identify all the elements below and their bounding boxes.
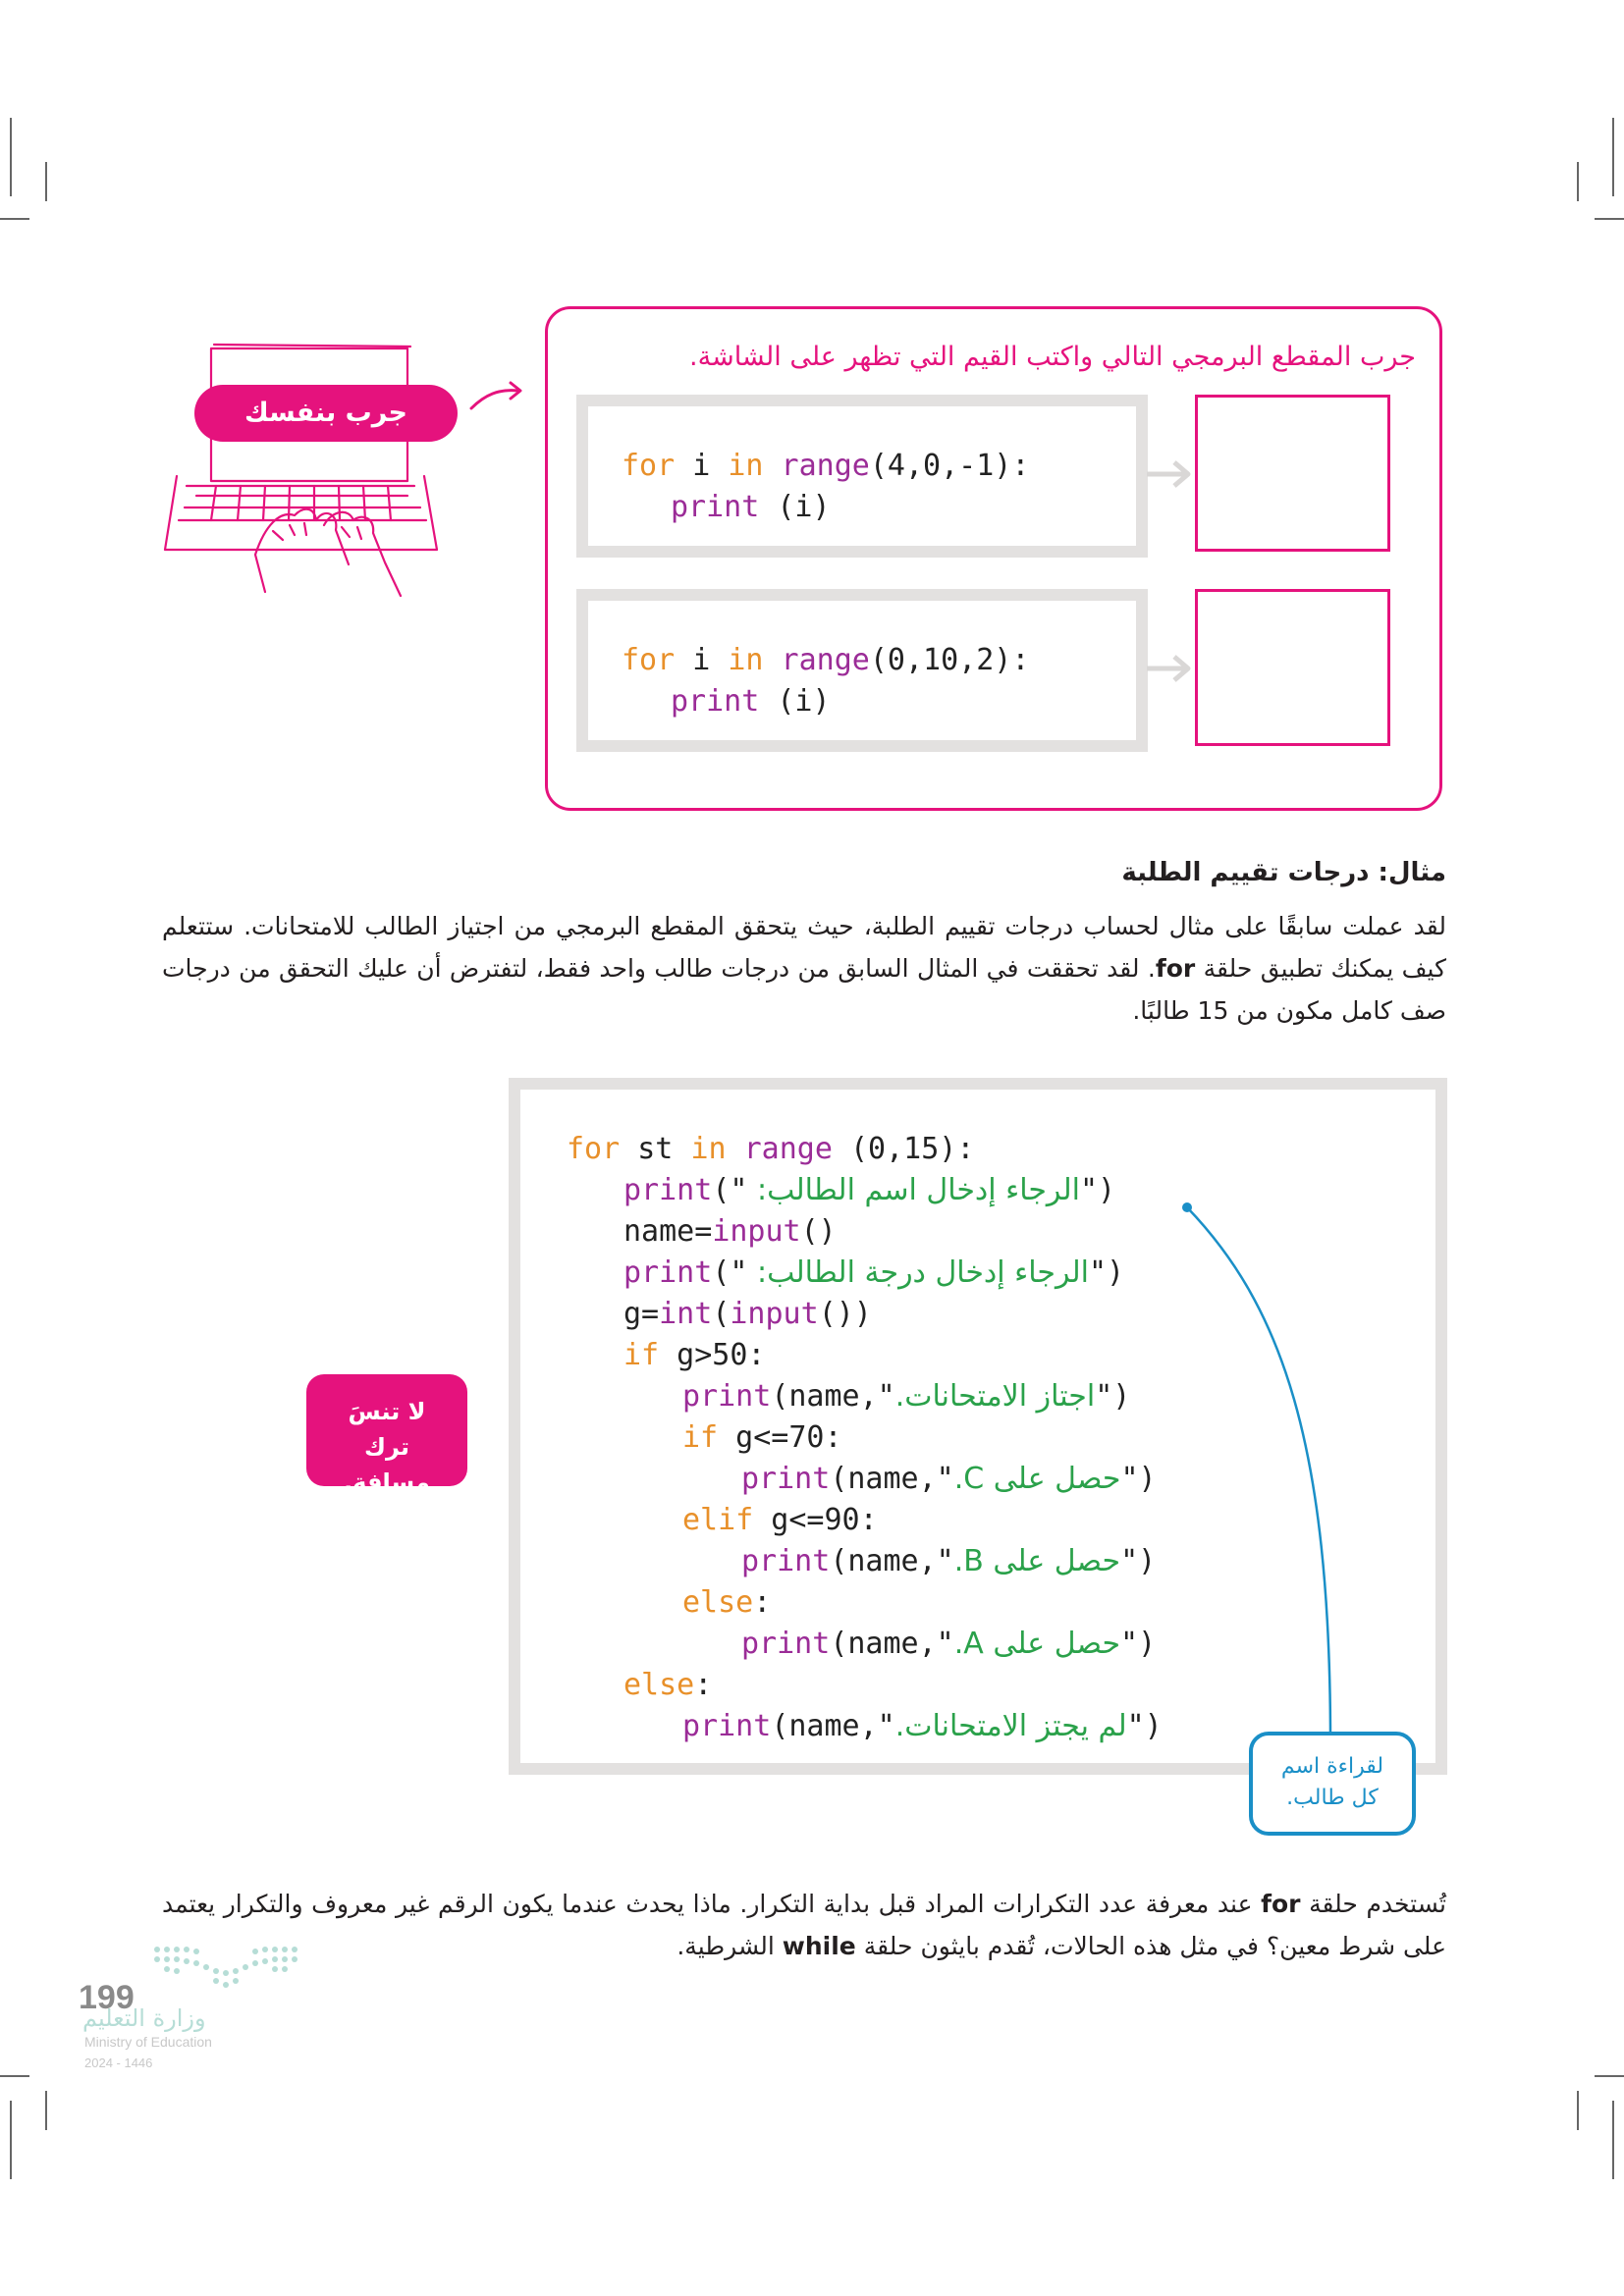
closing-text: عند معرفة عدد التكرارات المراد قبل بداية التكرار. ماذا يحدث عندما يكون الرقم غير معروف والتكرار يعتمد على شرط معين؟ في مثل هذه الحالات، تُقدم بايثون حلقة <box>162 1890 1446 1960</box>
code-arabic-string: حصل على C. <box>953 1462 1121 1496</box>
closing-text: تُستخدم حلقة <box>1300 1890 1446 1918</box>
crop-mark <box>1577 2091 1579 2130</box>
code-function: print <box>671 490 760 524</box>
code-text: ") <box>1126 1709 1163 1743</box>
crop-mark <box>10 118 12 196</box>
code-text: (name," <box>830 1544 954 1578</box>
code-text: ") <box>1120 1462 1157 1496</box>
code-text: ") <box>1120 1627 1157 1661</box>
closing-text: الشرطية. <box>677 1932 783 1960</box>
code-text: ()) <box>818 1297 872 1331</box>
code-text: st <box>620 1132 691 1166</box>
code-text: (i) <box>759 684 831 719</box>
code-function: print <box>682 1379 772 1414</box>
ministry-name-en: Ministry of Education <box>84 2034 212 2050</box>
code-text: () <box>800 1214 837 1249</box>
code-keyword: elif <box>682 1503 754 1537</box>
code-text: ") <box>1095 1379 1131 1414</box>
code-text: (i) <box>759 490 831 524</box>
try-yourself-instruction: جرب المقطع البرمجي التالي واكتب القيم التي تظهر على الشاشة. <box>689 342 1416 372</box>
code-text: i <box>675 643 729 677</box>
code-keyword: if <box>623 1338 660 1372</box>
code-keyword: for <box>567 1132 621 1166</box>
code-function: print <box>741 1462 831 1496</box>
laptop-typing-icon <box>157 339 452 604</box>
code-function: print <box>741 1544 831 1578</box>
code-text: (0,10,2): <box>869 643 1030 677</box>
example-heading: مثال: درجات تقييم الطلبة <box>1121 858 1446 887</box>
code-keyword: for <box>622 643 676 677</box>
code-snippet-2 <box>576 589 1148 752</box>
crop-mark <box>10 2101 12 2179</box>
crop-mark <box>45 162 47 201</box>
code-text: g>50: <box>659 1338 766 1372</box>
crop-mark <box>45 2091 47 2130</box>
crop-mark <box>0 2075 29 2077</box>
closing-text-for: for <box>1261 1890 1301 1918</box>
read-name-callout <box>1249 1732 1416 1836</box>
crop-mark <box>1595 218 1624 220</box>
code-text: i <box>675 449 729 483</box>
code-snippet-1 <box>576 395 1148 558</box>
code-function: print <box>741 1627 831 1661</box>
code-text: g<=70: <box>718 1420 842 1455</box>
crop-mark <box>1612 2101 1614 2179</box>
code-function: print <box>671 684 760 719</box>
example-paragraph <box>162 905 1446 1032</box>
code-keyword: for <box>622 449 676 483</box>
code-function: print <box>682 1709 772 1743</box>
closing-text-while: while <box>782 1932 856 1960</box>
code-text: ( <box>712 1297 731 1331</box>
page-number: 199 <box>79 1979 135 2016</box>
code-keyword: in <box>728 449 764 483</box>
code-function: range <box>763 643 870 677</box>
code-function: print <box>623 1173 713 1207</box>
crop-mark <box>1577 162 1579 201</box>
callout-connector-line <box>1173 1198 1350 1747</box>
ministry-logo-icon <box>147 1942 304 1999</box>
code-text: (name," <box>771 1709 895 1743</box>
indent-note-callout <box>306 1374 467 1496</box>
code-function: print <box>623 1255 713 1290</box>
code-text: g= <box>623 1297 660 1331</box>
try-yourself-badge: جرب بنفسك <box>194 385 458 442</box>
code-function: range <box>726 1132 833 1166</box>
answer-box-1[interactable] <box>1195 395 1390 552</box>
code-text: (" <box>712 1173 748 1207</box>
code-arabic-string: الرجاء إدخال اسم الطالب: <box>747 1173 1080 1207</box>
code-text: (name," <box>830 1462 954 1496</box>
code-text: ") <box>1120 1544 1157 1578</box>
code-text: (name," <box>771 1379 895 1414</box>
crop-mark <box>0 218 29 220</box>
code-function: int <box>659 1297 713 1331</box>
arrow-right-icon <box>467 375 526 414</box>
code-keyword: else <box>623 1668 695 1702</box>
crop-mark <box>1612 118 1614 196</box>
code-text: g<=90: <box>753 1503 878 1537</box>
indent-note-text: لا تنسَ ترك مسافة. <box>344 1398 430 1496</box>
code-text: (0,15): <box>832 1132 975 1166</box>
code-arabic-string: اجتاز الامتحانات. <box>894 1379 1096 1414</box>
answer-box-2[interactable] <box>1195 589 1390 746</box>
code-text: (" <box>712 1255 748 1290</box>
read-name-text: لقراءة اسم كل طالب. <box>1280 1754 1384 1810</box>
arrow-right-icon <box>1145 457 1194 491</box>
code-text: (4,0,-1): <box>869 449 1030 483</box>
code-function: input <box>712 1214 801 1249</box>
code-keyword: in <box>690 1132 727 1166</box>
code-arabic-string: حصل على B. <box>953 1544 1121 1578</box>
code-function: range <box>763 449 870 483</box>
edition-year: 2024 - 1446 <box>84 2056 153 2070</box>
arrow-right-icon <box>1145 652 1194 685</box>
example-text: . لقد تحققت في المثال السابق من درجات طالب واحد فقط، لتفترض أن عليك التحقق من درجات صف كامل مكون من 15 طالبًا. <box>162 954 1446 1025</box>
code-keyword: if <box>682 1420 719 1455</box>
code-line <box>567 1129 1435 1170</box>
code-text: ") <box>1079 1173 1116 1207</box>
code-text: : <box>753 1585 772 1620</box>
code-text: ") <box>1089 1255 1125 1290</box>
crop-mark <box>1595 2075 1624 2077</box>
code-function: input <box>730 1297 819 1331</box>
example-text: لقد عملت سابقًا على مثال لحساب درجات تقييم الطلبة، حيث يتحقق المقطع البرمجي من اجتياز الطالب للامتحانات. ستتعلم كيف يمكنك تطبيق حلقة <box>162 912 1446 983</box>
code-arabic-string: الرجاء إدخال درجة الطالب: <box>747 1255 1089 1290</box>
code-keyword: in <box>728 643 764 677</box>
code-keyword: else <box>682 1585 754 1620</box>
code-text: (name," <box>830 1627 954 1661</box>
code-arabic-string: حصل على A. <box>953 1627 1121 1661</box>
closing-paragraph <box>162 1883 1446 1967</box>
code-text: : <box>694 1668 713 1702</box>
code-text: name= <box>623 1214 713 1249</box>
code-arabic-string: لم يجتز الامتحانات. <box>894 1709 1127 1743</box>
example-text-for: for <box>1155 954 1196 983</box>
ministry-name-ar: وزارة التعليم <box>82 2004 206 2032</box>
